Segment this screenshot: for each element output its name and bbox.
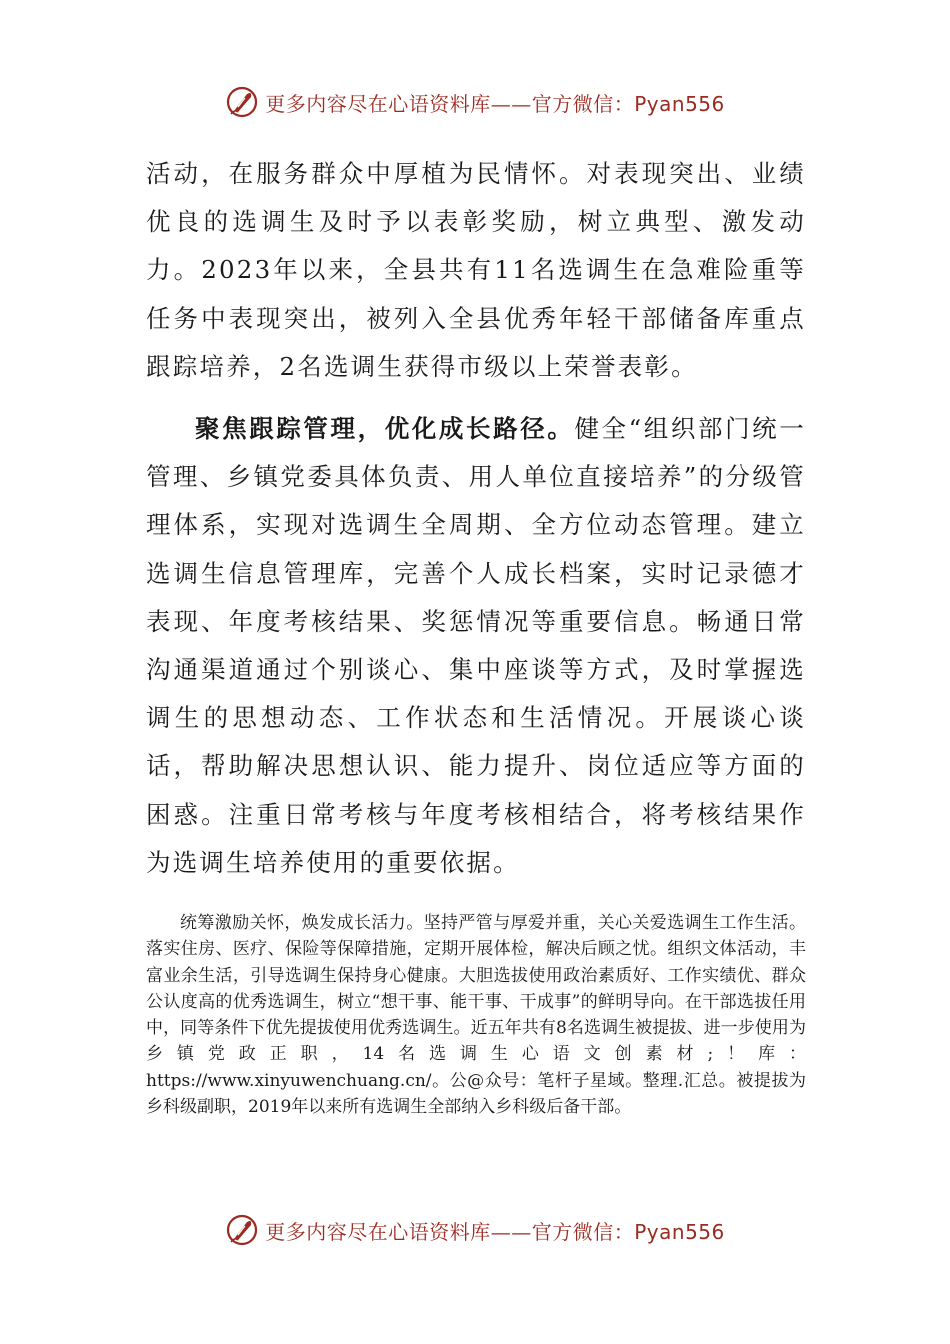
quill-pen-logo-icon — [225, 1213, 259, 1247]
header-banner — [0, 82, 950, 122]
paragraph-2-heading: 聚焦跟踪管理，优化成长路径。 — [195, 414, 575, 444]
footer-brand: 更多内容尽在心语资料库 — [265, 1219, 491, 1244]
header-text — [265, 88, 725, 117]
header-wechat-id: Pyan556 — [634, 91, 725, 116]
header-wechat-label: 官方微信： — [531, 91, 635, 116]
main-body — [146, 150, 806, 887]
footer-wechat-label: 官方微信： — [531, 1219, 635, 1244]
paragraph-2-text: 健全“组织部门统一管理、乡镇党委具体负责、用人单位直接培养”的分级管理体系，实现对选调生全周期、全方位动态管理。建立选调生信息管理库，完善个人成长档案，实时记录德才表现、年度考核结果、奖惩情况等重要信息。畅通日常沟通渠道通过个别谈心、集中座谈等方式，及时掌握选调生的思想动态、工作状态和生活情况。开展谈心谈话，帮助解决思想认识、能力提升、岗位适应等方面的困惑。注重日常考核与年度考核相结合，将考核结果作为选调生培养使用的重要依据。 — [146, 414, 806, 877]
small-text-block — [146, 910, 806, 1120]
footer-banner — [0, 1210, 950, 1250]
quill-pen-logo-icon — [225, 85, 259, 119]
header-brand: 更多内容尽在心语资料库 — [265, 91, 491, 116]
footer-separator: —— — [490, 1219, 532, 1244]
footer-wechat-id: Pyan556 — [634, 1219, 725, 1244]
paragraph-3: 统筹激励关怀，焕发成长活力。坚持严管与厚爱并重，关心关爱选调生工作生活。落实住房、医疗、保险等保障措施，定期开展体检，解决后顾之忧。组织文体活动，丰富业余生活，引导选调生保持身心健康。大胆选拔使用政治素质好、工作实绩优、群众公认度高的优秀选调生，树立“想干事、能干事、干成事”的鲜明导向。在干部选拔任用中，同等条件下优先提拔使用优秀选调生。近五年共有8名选调生被提拔、进一步使用为乡镇党政正职，14名选调生心语文创素材;！库：https://www.xinyuwenchuang.cn/。公@众号：笔杆子星域。整理.汇总。被提拔为乡科级副职，2019年以来所有选调生全部纳入乡科级后备干部。 — [146, 913, 806, 1118]
header-separator: —— — [490, 91, 532, 116]
paragraph-1: 活动，在服务群众中厚植为民情怀。对表现突出、业绩优良的选调生及时予以表彰奖励，树立典型、激发动力。2023年以来，全县共有11名选调生在急难险重等任务中表现突出，被列入全县优秀年轻干部储备库重点跟踪培养，2名选调生获得市级以上荣誉表彰。 — [146, 159, 806, 381]
paragraph-2 — [146, 405, 806, 887]
footer-text — [265, 1216, 725, 1245]
